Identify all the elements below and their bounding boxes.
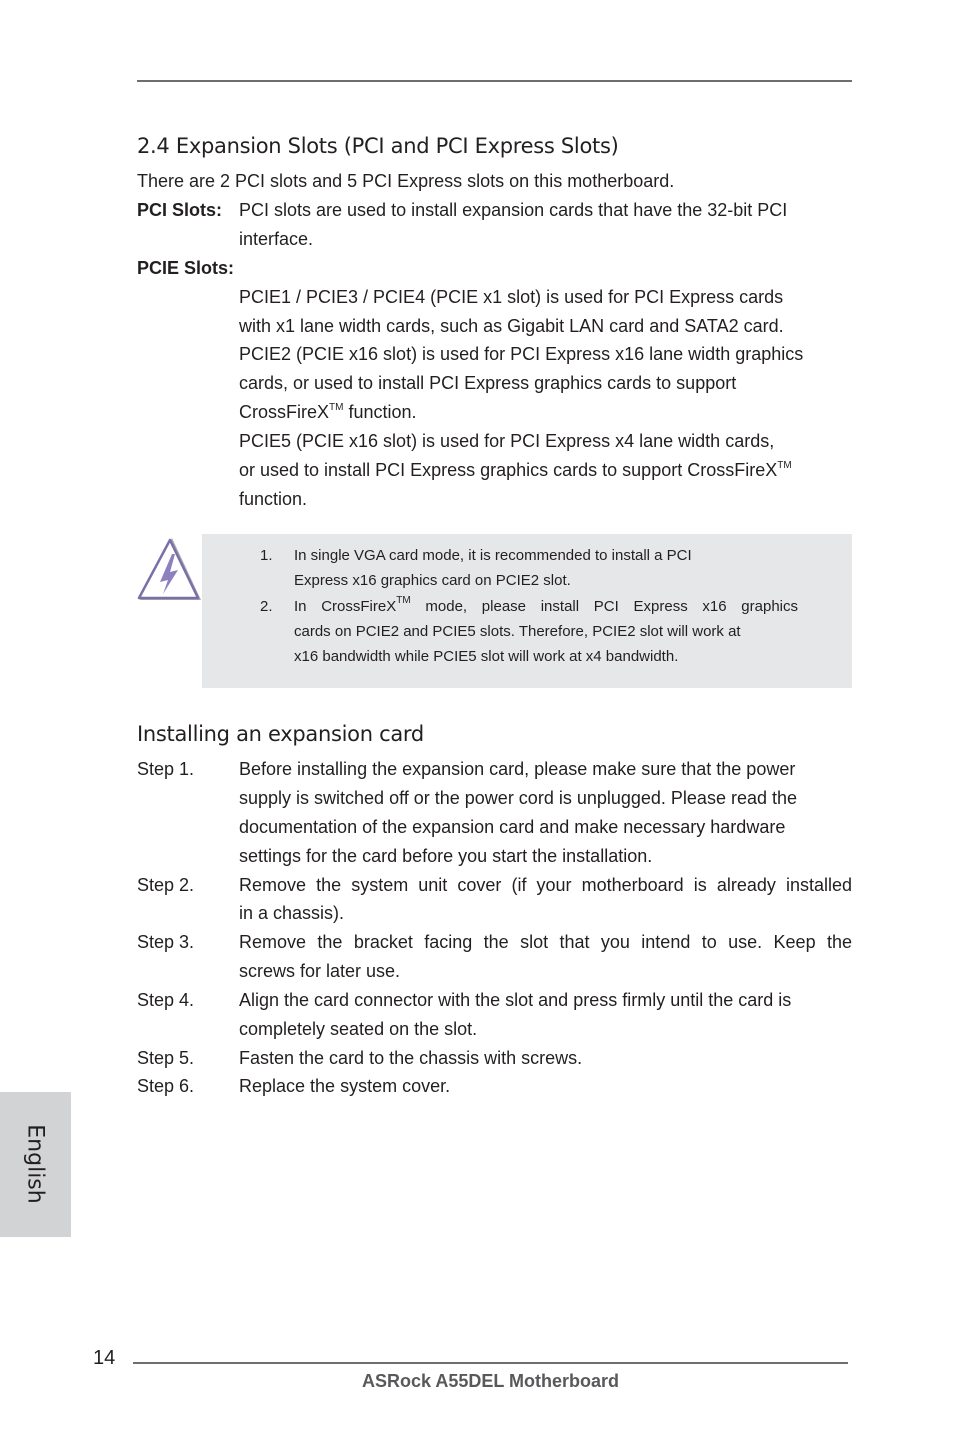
pcie-line: PCIE5 (PCIE x16 slot) is used for PCI Express x4 lane width cards, (239, 431, 775, 451)
step-number: Step 1. (137, 759, 195, 779)
pcie-line: PCIE1 / PCIE3 / PCIE4 (PCIE x1 slot) is used for PCI Express cards (239, 287, 784, 307)
step-text: Remove the system unit cover (if your motherboard is already installed (239, 875, 852, 895)
step-text: supply is switched off or the power cord is unplugged. Please read the (239, 788, 797, 808)
note-number: 1. (260, 547, 273, 564)
trademark: TM (396, 595, 411, 606)
note-text: In single VGA card mode, it is recommended to install a PCI (294, 547, 692, 564)
header-rule (137, 80, 852, 82)
pcie-line: cards, or used to install PCI Express graphics cards to support (239, 373, 737, 393)
step-text: Before installing the expansion card, please make sure that the power (239, 759, 796, 779)
step-number: Step 3. (137, 932, 195, 952)
page-number: 14 (93, 1347, 116, 1369)
step-number: Step 4. (137, 990, 195, 1010)
pci-text-line2: interface. (239, 229, 314, 249)
step-number: Step 6. (137, 1076, 195, 1096)
pcie-line: with x1 lane width cards, such as Gigabit LAN card and SATA2 card. (239, 316, 784, 336)
step-text: Fasten the card to the chassis with screws. (239, 1048, 583, 1068)
step-text: documentation of the expansion card and make necessary hardware (239, 817, 786, 837)
step-number: Step 2. (137, 875, 195, 895)
step-text: Replace the system cover. (239, 1076, 451, 1096)
footer-title: ASRock A55DEL Motherboard (362, 1371, 620, 1391)
note-number: 2. (260, 598, 273, 615)
note-text: Express x16 graphics card on PCIE2 slot. (294, 572, 571, 589)
step-text: settings for the card before you start the installation. (239, 846, 653, 866)
section-title: 2.4 Expansion Slots (PCI and PCI Express Slots) (137, 134, 619, 158)
install-title: Installing an expansion card (137, 722, 424, 746)
step-number: Step 5. (137, 1048, 195, 1068)
trademark: TM (777, 460, 792, 471)
language-tab-label: English (22, 1124, 48, 1204)
step-text: Remove the bracket facing the slot that you intend to use. Keep the (239, 932, 852, 952)
pcie-line: CrossFireX™ function. (239, 402, 417, 422)
step-text: in a chassis). (239, 903, 345, 923)
footer-rule (133, 1362, 848, 1364)
pcie-line: function. (239, 489, 308, 509)
note-text: x16 bandwidth while PCIE5 slot will work at x4 bandwidth. (294, 648, 679, 665)
step-text: completely seated on the slot. (239, 1019, 478, 1039)
warning-lightning-icon (136, 536, 204, 602)
pci-text-line1: PCI slots are used to install expansion cards that have the 32-bit PCI (239, 200, 788, 220)
language-tab (0, 1092, 71, 1237)
note-text: In CrossFireX™ mode, please install PCI Express x16 graphics (294, 595, 798, 615)
note-text: cards on PCIE2 and PCIE5 slots. Therefore, PCIE2 slot will work at (294, 623, 741, 640)
pci-label: PCI Slots: (137, 200, 223, 220)
trademark: TM (329, 402, 344, 413)
section-intro: There are 2 PCI slots and 5 PCI Express slots on this motherboard. (137, 171, 675, 191)
step-text: Align the card connector with the slot and press firmly until the card is (239, 990, 792, 1010)
pcie-line: or used to install PCI Express graphics cards to support CrossFireX™ (239, 460, 792, 480)
step-text: screws for later use. (239, 961, 401, 981)
pcie-label: PCIE Slots: (137, 258, 235, 278)
pcie-line: PCIE2 (PCIE x16 slot) is used for PCI Express x16 lane width graphics (239, 344, 804, 364)
